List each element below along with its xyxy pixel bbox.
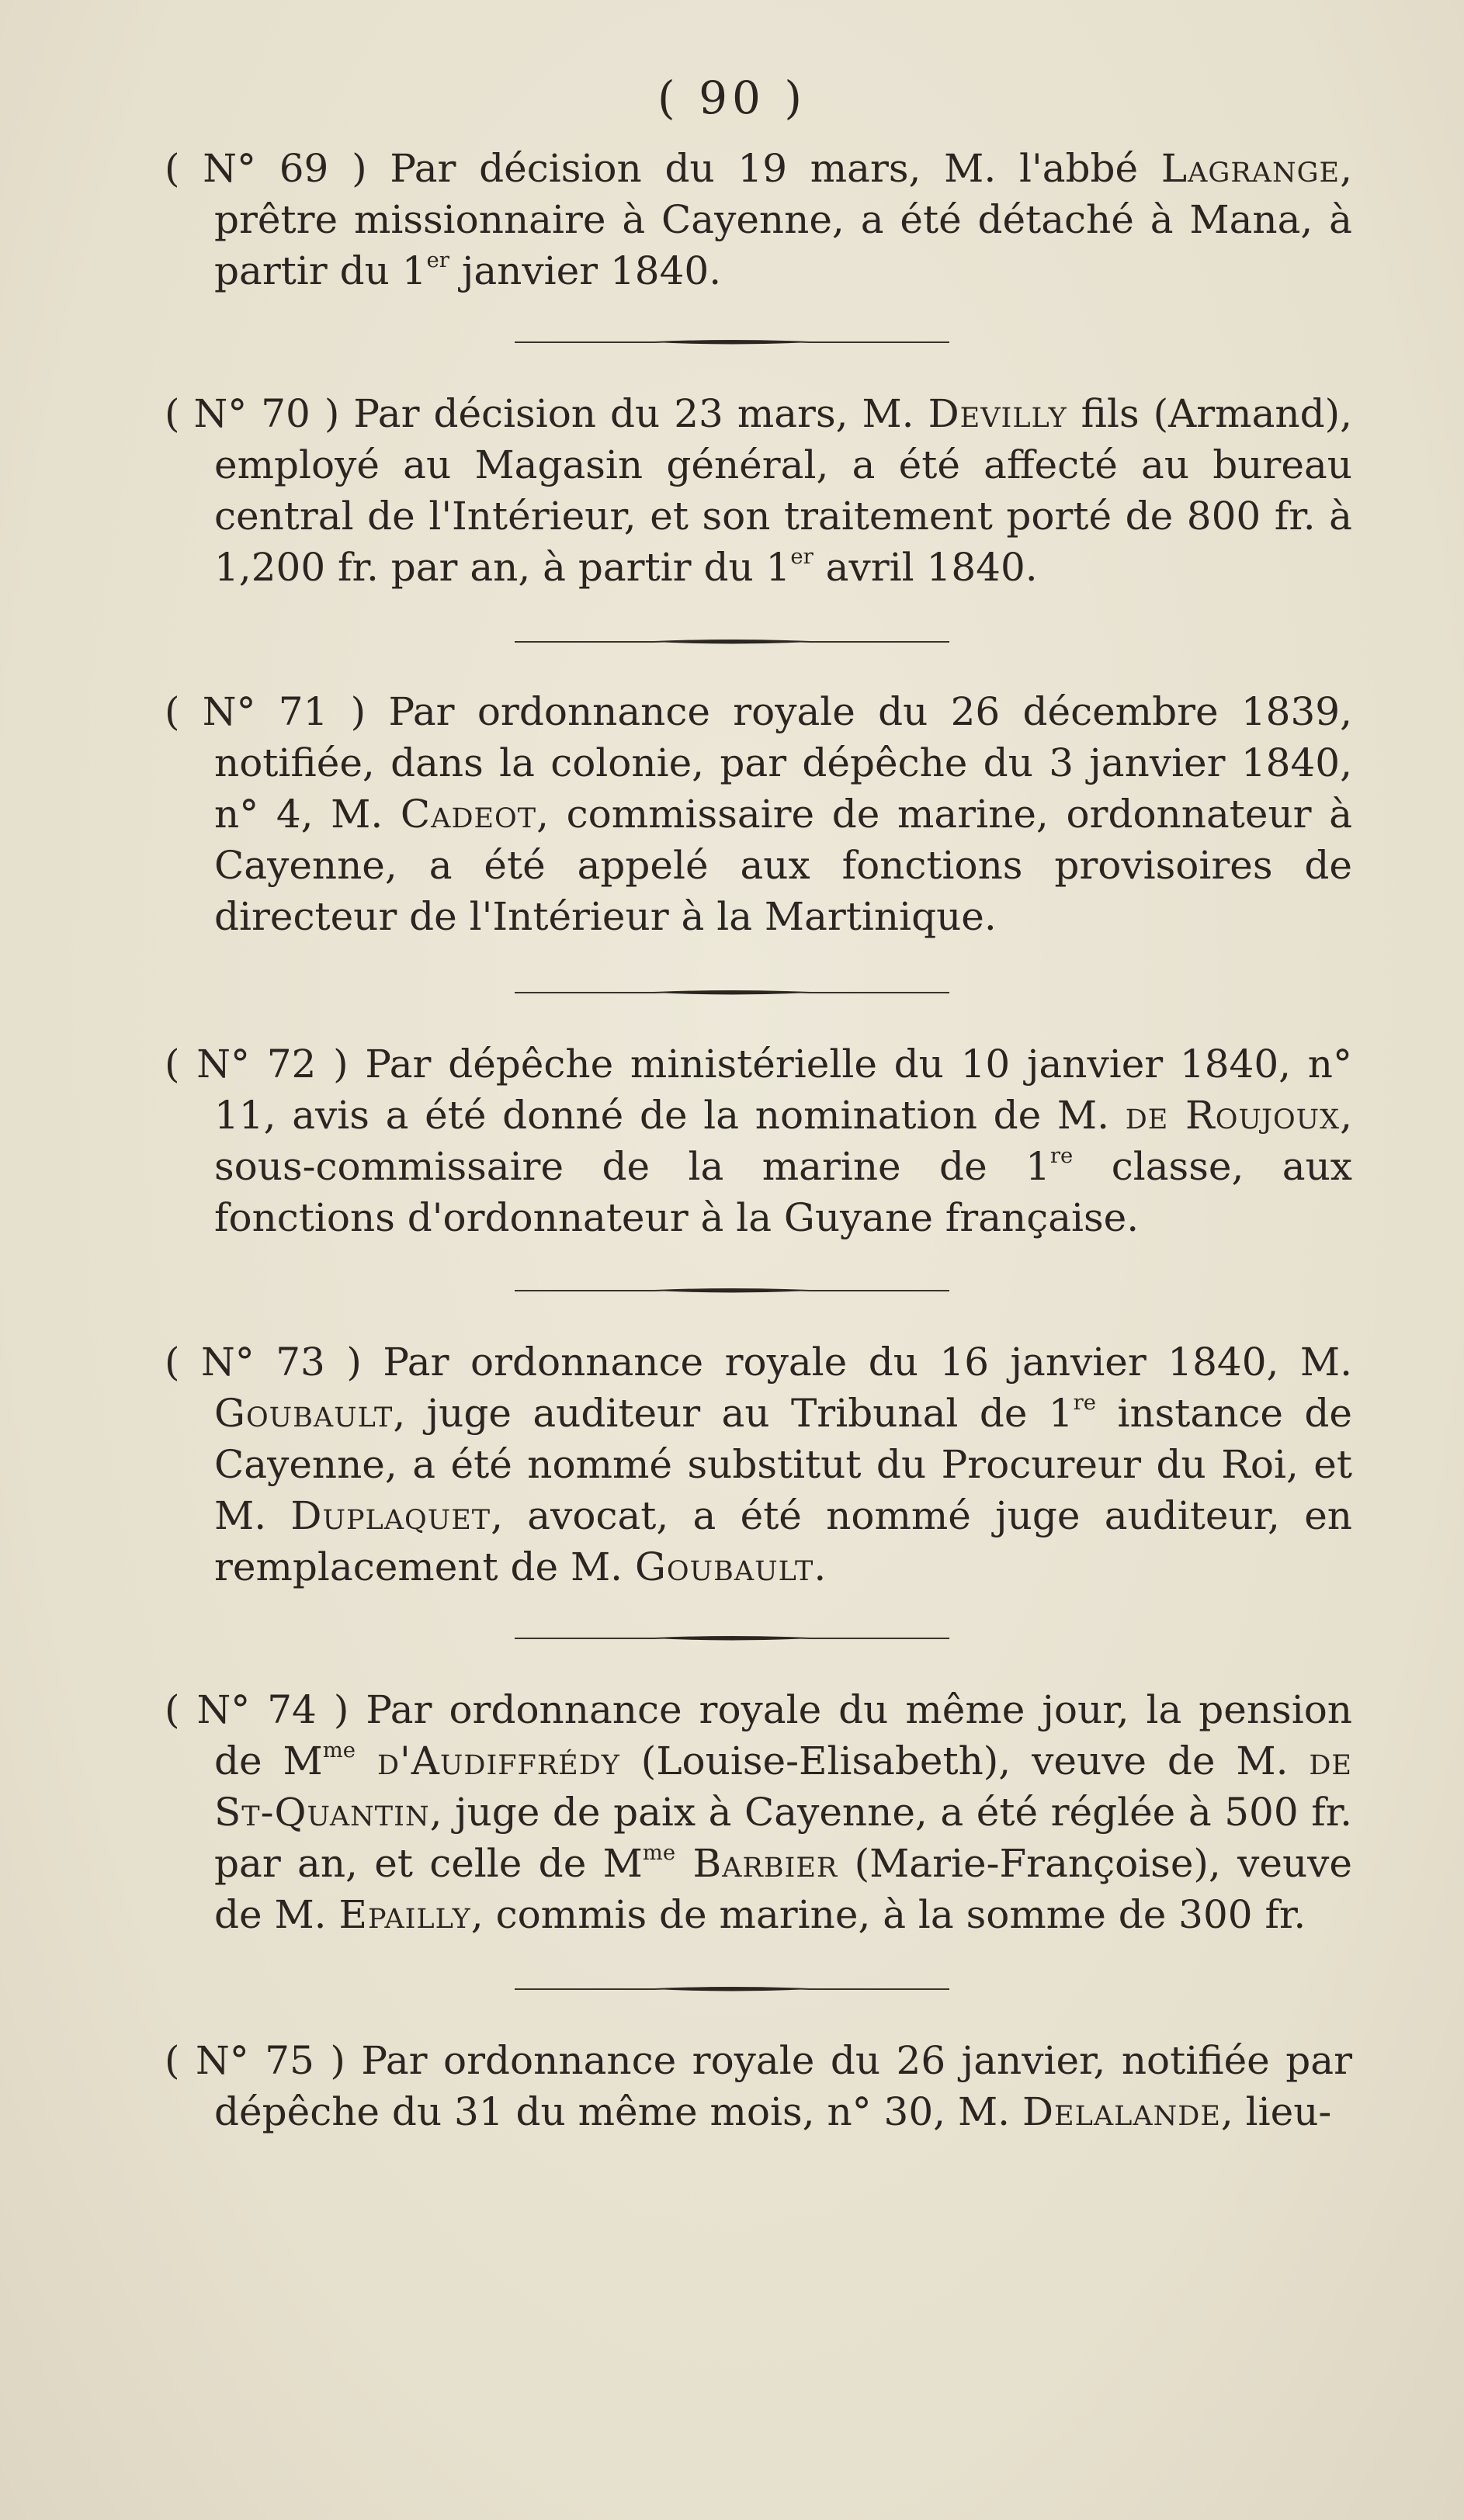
entry-73: ( N° 73 ) Par ordonnance royale du 16 janvier 1840, M. Goubault, juge auditeur au Tribunal de 1re instance de Cayenne, a été nommé substitut du Procureur du Roi, et M. Duplaquet, avocat, a été nommé juge auditeur, en remplacement de M. Goubault.: [165, 1340, 1353, 1589]
person-name: de St-Quantin: [214, 1738, 1352, 1835]
person-name: Goubault: [214, 1391, 394, 1436]
person-name: Goubault: [634, 1544, 814, 1589]
separator-rule: [0, 1985, 1464, 1993]
entry-number: ( N° 73 ): [165, 1340, 362, 1385]
entry-number: ( N° 75 ): [165, 2038, 345, 2083]
entry-74: ( N° 74 ) Par ordonnance royale du même jour, la pension de $M^{me}$ d'Audiffrédy (Louise-Elisabeth), veuve de M. de St-Quantin, juge de paix à Cayenne, a été réglée à 500 fr. par an, et celle de $M^{me}$ Barbier (Marie-Françoise), veuve de M. Epailly, commis de marine, à la somme de 300 fr.: [165, 1687, 1353, 1937]
entry-71: ( N° 71 ) Par ordonnance royale du 26 décembre 1839, notifiée, dans la colonie, par dépêche du 3 janvier 1840, n° 4, M. Cadeot, commissaire de marine, ordonnateur à Cayenne, a été appelé aux fonctions provisoires de directeur de l'Intérieur à la Martinique.: [165, 689, 1352, 939]
entry-70: ( N° 70 ) Par décision du 23 mars, M. Devilly fils (Armand), employé au Magasin général, a été affecté au bureau central de l'Intérieur, et son traitement porté de 800 fr. à 1,200 fr. par an, à partir du 1er avril 1840.: [165, 391, 1353, 590]
separator-rule: [0, 338, 1464, 346]
person-name: Epailly: [338, 1892, 471, 1937]
person-name: Cadeot: [400, 792, 537, 837]
entry-72: ( N° 72 ) Par dépêche ministérielle du 10 janvier 1840, n° 11, avis a été donné de la nomination de M. de Roujoux, sous-commissaire de la marine de 1re classe, aux fonctions d'ordonnateur à la Guyane française.: [165, 1042, 1353, 1240]
separator-rule: [0, 989, 1464, 997]
entry-number: ( N° 72 ): [165, 1042, 349, 1087]
person-name: Delalande: [1022, 2089, 1221, 2134]
person-name: Lagrange: [1160, 146, 1341, 191]
entry-69: ( N° 69 ) Par décision du 19 mars, M. l'abbé Lagrange, prêtre missionnaire à Cayenne, a été détaché à Mana, à partir du 1er janvier 1840.: [165, 146, 1352, 293]
separator-rule: [0, 1634, 1464, 1642]
person-name: Duplaquet: [290, 1493, 491, 1538]
person-name: de Roujoux: [1125, 1093, 1341, 1138]
entry-75: ( N° 75 ) Par ordonnance royale du 26 janvier, notifiée par dépêche du 31 du même mois, n° 30, M. Delalande, lieu-: [165, 2038, 1352, 2134]
separator-rule: [0, 638, 1464, 646]
entry-number: ( N° 69 ): [165, 146, 367, 191]
person-name: Devilly: [928, 391, 1067, 436]
entry-number: ( N° 70 ): [165, 391, 340, 436]
separator-rule: [0, 1287, 1464, 1295]
person-name: d'Audiffrédy: [356, 1738, 620, 1783]
person-name: Barbier: [675, 1841, 838, 1886]
entry-number: ( N° 74 ): [165, 1687, 349, 1732]
entry-number: ( N° 71 ): [165, 689, 366, 734]
page-number: ( 90 ): [657, 71, 807, 124]
